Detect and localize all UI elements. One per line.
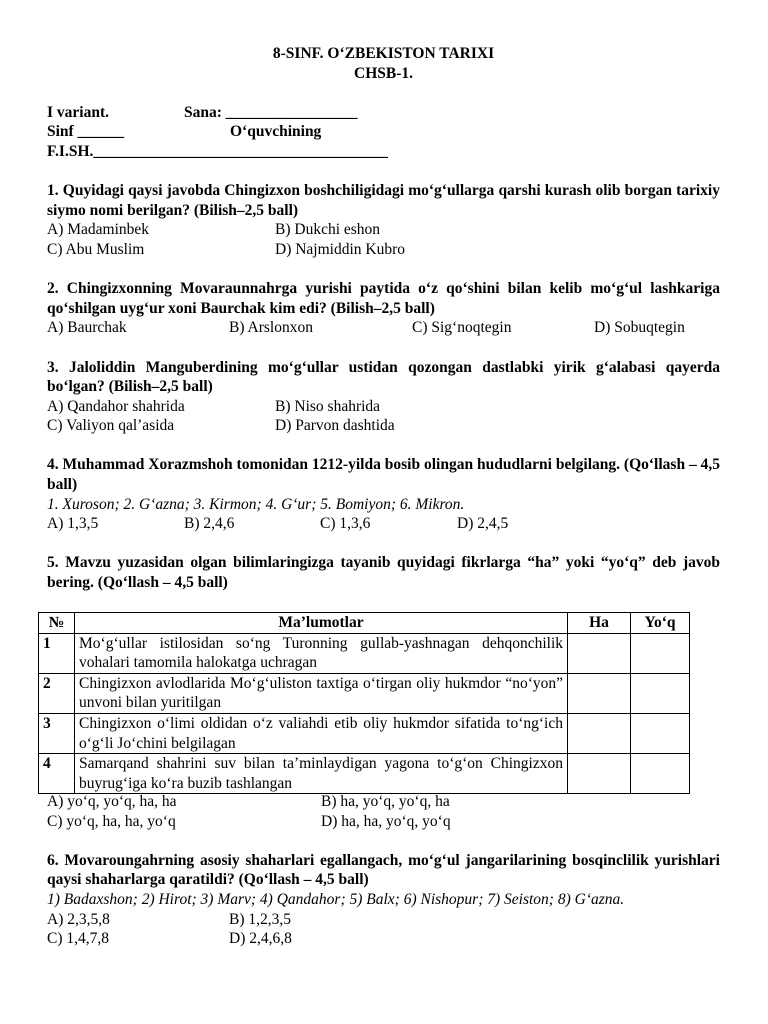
row-statement: Chingizxon o‘limi oldidan o‘z valiahdi etib oliy hukmdor sifatida to‘ng‘ich o‘g‘li Jo‘chini belgilagan [75,713,568,753]
row-number: 1 [39,633,75,673]
row-number: 4 [39,754,75,794]
name-field: F.I.SH.______________________________________ [47,142,388,160]
q6-option-b: B) 1,2,3,5 [229,910,291,928]
no-cell[interactable] [631,713,690,753]
col-yes-header: Ha [568,613,631,634]
q5-options-row-1 [47,792,720,812]
q4-option-a: A) 1,3,5 [47,515,99,533]
col-no-header: Yo‘q [631,613,690,634]
no-cell[interactable] [631,633,690,673]
q3-option-d: D) Parvon dashtida [275,417,395,435]
info-row-2 [47,122,720,142]
q5-options-row-2 [47,812,720,832]
q2-option-a: A) Baurchak [47,319,127,337]
q6-options-row-2 [47,929,720,949]
q5-option-d: D) ha, ha, yo‘q, yo‘q [321,812,451,830]
q2-option-b: B) Arslonxon [229,319,313,337]
page-subtitle: CHSB-1. [354,64,413,82]
table-row [39,754,690,794]
q4-option-c: C) 1,3,6 [320,515,371,533]
page-title: 8-SINF. O‘ZBEKISTON TARIXI [272,45,495,62]
table-row [39,673,690,713]
question-4: 4. Muhammad Xorazmshoh tomonidan 1212-yilda bosib olingan hududlarni belgilang. (Qo‘llash – 4,5 ball) [47,456,720,494]
table-row [39,633,690,673]
worksheet [47,44,720,593]
q1-option-b: B) Dukchi eshon [275,221,381,239]
q3-options-row-2 [47,416,720,436]
q4-options-row [47,514,720,534]
q1-options-row-2 [47,240,720,260]
no-cell[interactable] [631,673,690,713]
q5-and-q6 [47,792,720,949]
q4-option-d: D) 2,4,5 [457,515,509,533]
row-number: 2 [39,673,75,713]
info-row-1 [47,103,720,123]
table-row [39,713,690,753]
q1-option-d: D) Najmiddin Kubro [275,240,406,258]
yes-cell[interactable] [568,713,631,753]
q6-list: 1) Badaxshon; 2) Hirot; 3) Marv; 4) Qandahor; 5) Balx; 6) Nishopur; 7) Seiston; 8) G‘azna. [47,890,625,908]
q3-options-row-1 [47,397,720,417]
q2-option-c: C) Sig‘noqtegin [412,319,512,337]
q2-options-row [47,318,720,338]
q1-option-a: A) Madaminbek [47,221,150,239]
no-cell[interactable] [631,754,690,794]
q6-option-c: C) 1,4,7,8 [47,930,109,948]
col-number-header: № [39,613,75,634]
col-info-header: Ma’lumotlar [75,613,568,634]
question-2: 2. Chingizxonning Movaraunnahrga yurishi paytida o‘z qo‘shini bilan kelib mo‘g‘ul lashkariga qo‘shilgan uyg‘ur xoni Baurchak kim edi? (Bilish–2,5 ball) [47,280,720,317]
question-3: 3. Jaloliddin Manguberdining mo‘g‘ullar ustidan qozongan dastlabki yirik g‘alabasi qayerda bo‘lgan? (Bilish–2,5 ball) [47,358,720,396]
yes-cell[interactable] [568,754,631,794]
date-field: Sana: _________________ [184,103,358,121]
q5-option-c: C) yo‘q, ha, ha, yo‘q [47,812,176,830]
q4-list: 1. Xuroson; 2. G‘azna; 3. Kirmon; 4. G‘ur; 5. Bomiyon; 6. Mikron. [47,495,465,513]
question-6: 6. Movaroungahrning asosiy shaharlari egallangach, mo‘g‘ul jangarilarining bosqinclilik yurishlari qaysi shaharlarga qaratildi? (Qo‘llash – 4,5 ball) [47,851,720,889]
row-statement: Mo‘g‘ullar istilosidan so‘ng Turonning gullab-yashnagan dehqonchilik vohalari tamomila halokatga uchragan [75,633,568,673]
q5-option-a: A) yo‘q, yo‘q, ha, ha [47,793,177,810]
yes-cell[interactable] [568,673,631,713]
q3-option-b: B) Niso shahrida [275,397,381,415]
question-5: 5. Mavzu yuzasidan olgan bilimlaringizga tayanib quyidagi fikrlarga “ha” yoki “yo‘q” deb javob bering. (Qo‘llash – 4,5 ball) [47,554,720,592]
table-header-row [39,613,690,634]
q6-options-row-1 [47,910,720,930]
q4-option-b: B) 2,4,6 [184,515,235,533]
q1-option-c: C) Abu Muslim [47,240,145,258]
q3-option-a: A) Qandahor shahrida [47,397,185,415]
row-statement: Samarqand shahrini suv bilan ta’minlaydigan yagona to‘g‘on Chingizxon buyrug‘iga ko‘ra buzib tashlangan [75,754,568,794]
q6-option-a: A) 2,3,5,8 [47,910,110,928]
q3-option-c: C) Valiyon qal’asida [47,417,175,435]
q5-option-b: B) ha, yo‘q, yo‘q, ha [321,793,450,810]
answer-table [38,612,690,794]
variant-label: I variant. [47,103,109,121]
class-field: Sinf ______ [47,123,125,141]
q1-options-row-1 [47,220,720,240]
row-number: 3 [39,713,75,753]
student-label: O‘quvchining [230,123,322,141]
question-1: 1. Quyidagi qaysi javobda Chingizxon boshchiligidagi mo‘g‘ullarga qarshi kurash olib borgan tarixiy siymo nomi berilgan? (Bilish–2,5 ball) [47,182,720,219]
row-statement: Chingizxon avlodlarida Mo‘g‘uliston taxtiga o‘tirgan oliy hukmdor “no‘yon” unvoni bilan yuritilgan [75,673,568,713]
q2-option-d: D) Sobuqtegin [594,319,685,337]
q6-option-d: D) 2,4,6,8 [229,930,292,948]
yes-cell[interactable] [568,633,631,673]
